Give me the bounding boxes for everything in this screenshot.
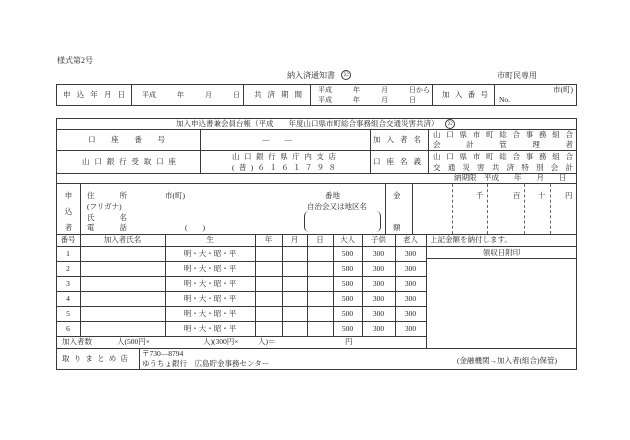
grid-line — [200, 129, 201, 173]
grid-line — [56, 291, 426, 292]
coverage-period-to: 平成 年 月 日 — [318, 96, 416, 104]
member-name-label: 加入者名 — [373, 135, 421, 144]
applicant-section-label: 申 — [64, 191, 73, 200]
grid-line — [56, 348, 577, 349]
furigana-label: (フリガナ) — [87, 202, 122, 211]
applicant-section-label: 者 — [64, 223, 73, 232]
address-label: 住所 — [87, 191, 127, 200]
grid-line — [370, 129, 371, 173]
applicant-section-label: 込 — [64, 207, 73, 216]
amount-unit-yen: 円 — [565, 191, 573, 200]
member-row-adult-fee: 500 — [341, 264, 354, 273]
account-number-value: — — — [262, 135, 292, 144]
member-row-senior-fee: 300 — [404, 249, 417, 258]
account-holder-line-1: 山口県市町総合事務組合 — [433, 152, 573, 161]
grid-line — [56, 306, 426, 307]
payment-statement: 上記金額を納付します。 — [430, 235, 512, 244]
member-row-number: 5 — [66, 309, 70, 318]
member-row-senior-fee: 300 — [404, 324, 417, 333]
collecting-office-name: ゆうちょ銀行 広島貯金事務センター — [142, 359, 270, 368]
amount-digit-divider — [550, 184, 551, 234]
grid-line — [56, 246, 577, 247]
grid-line — [385, 183, 386, 234]
member-row-number: 1 — [66, 249, 70, 258]
member-row-adult-fee: 500 — [341, 324, 354, 333]
district-bracket — [304, 211, 381, 232]
member-row-number: 2 — [66, 264, 70, 273]
grid-line — [426, 258, 577, 259]
column-header-day: 日 — [316, 235, 324, 244]
amount-label-top: 金 — [393, 191, 401, 200]
account-number-label: 口座番号 — [88, 135, 165, 144]
column-header-child: 子供 — [371, 235, 386, 244]
grid-line — [494, 84, 495, 106]
form-number: 様式第2号 — [57, 56, 93, 65]
bank-account-number: (普)６１６１７９８ — [232, 163, 336, 172]
address-lot-number: 番地 — [325, 191, 340, 200]
member-row-senior-fee: 300 — [404, 309, 417, 318]
member-number-label: 加入番号 — [442, 90, 488, 99]
grid-line — [310, 84, 311, 106]
amount-digit-divider — [487, 184, 488, 234]
member-row-child-fee: 300 — [372, 324, 385, 333]
totals-adult-multiplier: 人(500円× — [117, 337, 150, 346]
grid-line — [56, 150, 577, 151]
notice-title: 納入済通知書 — [287, 71, 335, 80]
totals-yen: 円 — [345, 337, 353, 346]
member-row-number: 6 — [66, 324, 70, 333]
column-header-member-name: 加入者氏名 — [103, 235, 142, 244]
member-row-senior-fee: 300 — [404, 279, 417, 288]
bank-branch: 山口銀行県庁内支店 — [232, 152, 336, 161]
amount-label-bottom: 額 — [393, 223, 401, 232]
grid-line — [243, 84, 244, 106]
number-prefix: No. — [499, 95, 511, 104]
official-seal-mark: 公 — [342, 72, 349, 78]
member-row-number: 4 — [66, 294, 70, 303]
grid-line — [56, 321, 426, 322]
member-row-birth-era: 明・大・昭・平 — [183, 324, 237, 333]
name-label: 氏名 — [87, 213, 127, 222]
grid-line — [131, 84, 132, 106]
member-row-adult-fee: 500 — [341, 279, 354, 288]
phone-area-code: ( ) — [185, 223, 205, 232]
member-row-child-fee: 300 — [372, 309, 385, 318]
resident-scope-label: 市町民専用 — [497, 71, 537, 80]
amount-unit-ten: 十 — [538, 191, 546, 200]
member-row-child-fee: 300 — [372, 294, 385, 303]
totals-reduced-multiplier: 人)(300円× — [203, 337, 239, 346]
address-municipality: 市(町) — [165, 191, 185, 200]
grid-line — [412, 183, 413, 234]
grid-line — [56, 183, 577, 184]
member-name-line-1: 山口県市町総合事務組合 — [433, 130, 573, 139]
member-row-child-fee: 300 — [372, 249, 385, 258]
member-row-child-fee: 300 — [372, 264, 385, 273]
column-header-birth: 生 — [206, 235, 214, 244]
column-header-adult: 大人 — [340, 235, 355, 244]
receipt-stamp-label: 領収日附印 — [482, 248, 521, 257]
grid-line — [56, 261, 426, 262]
coverage-period-label: 共済期間 — [254, 90, 302, 99]
member-row-senior-fee: 300 — [404, 294, 417, 303]
account-holder-line-2: 交通災害共済特別会計 — [433, 163, 573, 172]
member-row-birth-era: 明・大・昭・平 — [183, 264, 237, 273]
totals-equals: 人)＝ — [258, 337, 276, 346]
amount-unit-hundred: 百 — [513, 191, 521, 200]
member-row-birth-era: 明・大・昭・平 — [183, 294, 237, 303]
member-row-adult-fee: 500 — [341, 249, 354, 258]
grid-line — [432, 84, 433, 106]
totals-member-count-label: 加入者数 — [62, 337, 92, 346]
member-row-birth-era: 明・大・昭・平 — [183, 279, 237, 288]
receiving-account-label: 山口銀行受取口座 — [82, 157, 176, 166]
coverage-period-from: 平成 年 月 日から — [318, 86, 430, 94]
grid-line — [56, 336, 426, 337]
application-date-label: 申込年月日 — [63, 90, 125, 99]
grid-line — [80, 183, 81, 234]
member-row-adult-fee: 500 — [341, 294, 354, 303]
member-row-number: 3 — [66, 279, 70, 288]
phone-label: 電話 — [87, 223, 127, 232]
ledger-title: 加入申込書兼会員台帳（平成 年度山口県市町総合事務組合交通災害共済） — [176, 119, 439, 128]
amount-digit-divider — [524, 184, 525, 234]
ledger-seal-mark: 公 — [446, 121, 453, 127]
member-row-child-fee: 300 — [372, 279, 385, 288]
grid-line — [139, 348, 140, 369]
column-header-senior: 老人 — [403, 235, 418, 244]
member-name-line-2: 会計管理者 — [433, 140, 573, 149]
collecting-office-postal-code: 〒730—8794 — [142, 349, 184, 358]
account-holder-label: 口座名義 — [373, 157, 421, 166]
district-label: 自治会又は地区名 — [307, 202, 367, 211]
member-row-adult-fee: 500 — [341, 309, 354, 318]
collecting-office-label: 取りまとめ店 — [62, 354, 128, 363]
column-header-month: 月 — [290, 235, 299, 244]
member-row-senior-fee: 300 — [404, 264, 417, 273]
application-date-value: 平成 年 月 日 — [142, 91, 240, 99]
grid-line — [56, 276, 426, 277]
member-row-birth-era: 明・大・昭・平 — [183, 309, 237, 318]
custody-note: (金融機関→加入者(組合)保管) — [457, 356, 557, 365]
amount-unit-thousand: 千 — [476, 191, 484, 200]
due-date: 納期限 平成 年 月 日 — [454, 173, 567, 182]
member-row-birth-era: 明・大・昭・平 — [183, 249, 237, 258]
municipality-label: 市(町) — [553, 85, 573, 94]
column-header-year: 年 — [264, 235, 273, 244]
column-header-number: 番号 — [60, 235, 76, 244]
amount-digit-divider — [452, 184, 453, 234]
grid-line — [428, 129, 429, 173]
